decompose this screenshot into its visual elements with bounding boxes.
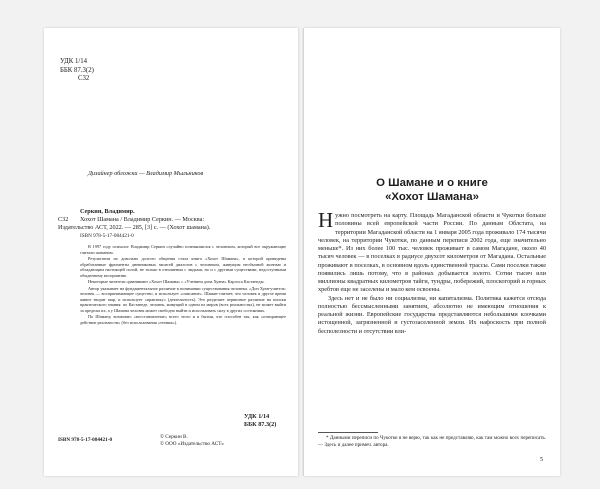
left-page <box>44 28 298 476</box>
body-paragraph-text: ужно посмотреть на карту. Площадь Магаданской области и Чукотки больше половины всей европейской части России. По данным Облстата, на территории Магаданской области на 1 января 2005 года проживало 174 тысячи человек, на территории Чукотки, по данным переписи 2002 года, еще значительно меньше*. Из них более 100 тыс. человек проживает в самом Магадане, около 40 тысяч человек — в поселках в радиусе двухсот километров от Магадана. Остальные проживают в поселках, в основном вдоль единственной трассы. Сами поселки также появились лишь потому, что в районах добывается золото. Сотни тысяч или миллионы квадратных километров тайги, тундры, побережий, плоскогорий и горных хребтов еще не заселены и мало кем освоены. <box>318 212 546 294</box>
bbk-code: ББК 87.3(2) <box>60 66 94 74</box>
abstract-paragraph: В 1997 году психолог Владимир Серкин случайно познакомился с человеком, который все окружающие считали шаманом. <box>80 244 286 255</box>
udk-code: УДК 1/14 <box>60 58 88 65</box>
record-abstract <box>58 244 286 325</box>
record-title-line-2: Издательство АСТ, 2022. — 285, [3] с. — (Хохот шамана). <box>58 223 211 231</box>
abstract-paragraph: Результатом их довольно долгого общения стала книга «Хохот Шамана», в которой приведены обработанные фрагменты дневниковых записей диалогов с человеком, живущим необычной жизнью и обладающим настоящей силой, не только в отношении с людьми, но и с другими существами, недоступными обыденному восприятию. <box>80 256 286 278</box>
chapter-body <box>318 208 546 336</box>
bbk-code-bottom: ББК 87.3(2) <box>244 420 277 428</box>
record-header <box>58 208 286 216</box>
record-title-line-1: Хохот Шамана / Владимир Серкин. — Москва: <box>80 215 205 223</box>
copyright-block <box>160 434 224 448</box>
page-number: 5 <box>540 456 544 463</box>
heading-line-1: О Шамане и о книге <box>376 177 488 189</box>
record-author-mark: С32 <box>58 215 69 223</box>
book-spread <box>44 28 560 476</box>
copyright-publisher: © ООО «Издательство АСТ» <box>160 441 224 447</box>
record-title-row <box>58 216 286 224</box>
drop-cap: Н <box>318 208 334 232</box>
isbn: ISBN 978-5-17-084421-0 <box>58 437 113 443</box>
udk-code-bottom: УДК 1/14 <box>244 413 270 420</box>
body-paragraph: Здесь нет и не было ни социализма, ни капитализма. Политика кажется отсюда полностью бессмысленными занятием, абсолютно не имеющим отношения к реальной жизни. Европейские государства представляются небольшими клочками истощенной, загрязненной и густозаселенной земли. Их нафоскость при полной бесполезности и отсутствии вли- <box>318 294 546 335</box>
author-mark: С32 <box>78 75 90 83</box>
footnote-divider <box>318 432 378 433</box>
right-page <box>304 28 560 476</box>
record-isbn: ISBN 978-5-17-084421-0 <box>80 233 134 240</box>
cover-designer-credit: Дизайнер обложки — Владимир Мыльников <box>88 170 204 177</box>
chapter-heading <box>304 176 560 204</box>
body-paragraph <box>318 208 546 295</box>
abstract-paragraph: Некоторые читатели сравнивают «Хохот Шамана» с «Учением дона Хуана» Карлоса Кастанеды. <box>88 279 265 285</box>
catalog-record <box>58 208 286 326</box>
footnote <box>318 435 546 448</box>
abstract-paragraph: Автор указывает на фундаментальное различие в понимании существования человека. «Дон Хуан-учитель: человек — воспринимающее существо, и использует «описание». Шаман-считает, что человек в другое время живое творит мир, и использует «практику» (деятельность). Это разделяет первичное различие на поиски практического знания: по Кастанеде, человек, живущий в одном из миров (всех реальностях), не может выйти за пределы их, а у Шамана человек может свободно выйти и использовать силу в других состояниях. <box>80 285 286 313</box>
classification-bottom <box>244 413 276 428</box>
footnote-text: * Данными переписи по Чукотке я не верю, так как не представляю, как там можно всех переписать. — Здесь и далее примеч. автора. <box>318 435 546 448</box>
heading-line-2: «Хохот Шамана» <box>385 191 479 203</box>
classification-block <box>60 58 94 84</box>
record-author: Серкин, Владимир. <box>80 208 135 215</box>
copyright-author: © Серкин В. <box>160 434 188 440</box>
abstract-paragraph: По Шаману, возможно «восстановление» всего этого и в бытии, что способен так, как «отпирающее действие реальности» (без использования «техник»). <box>80 314 286 325</box>
